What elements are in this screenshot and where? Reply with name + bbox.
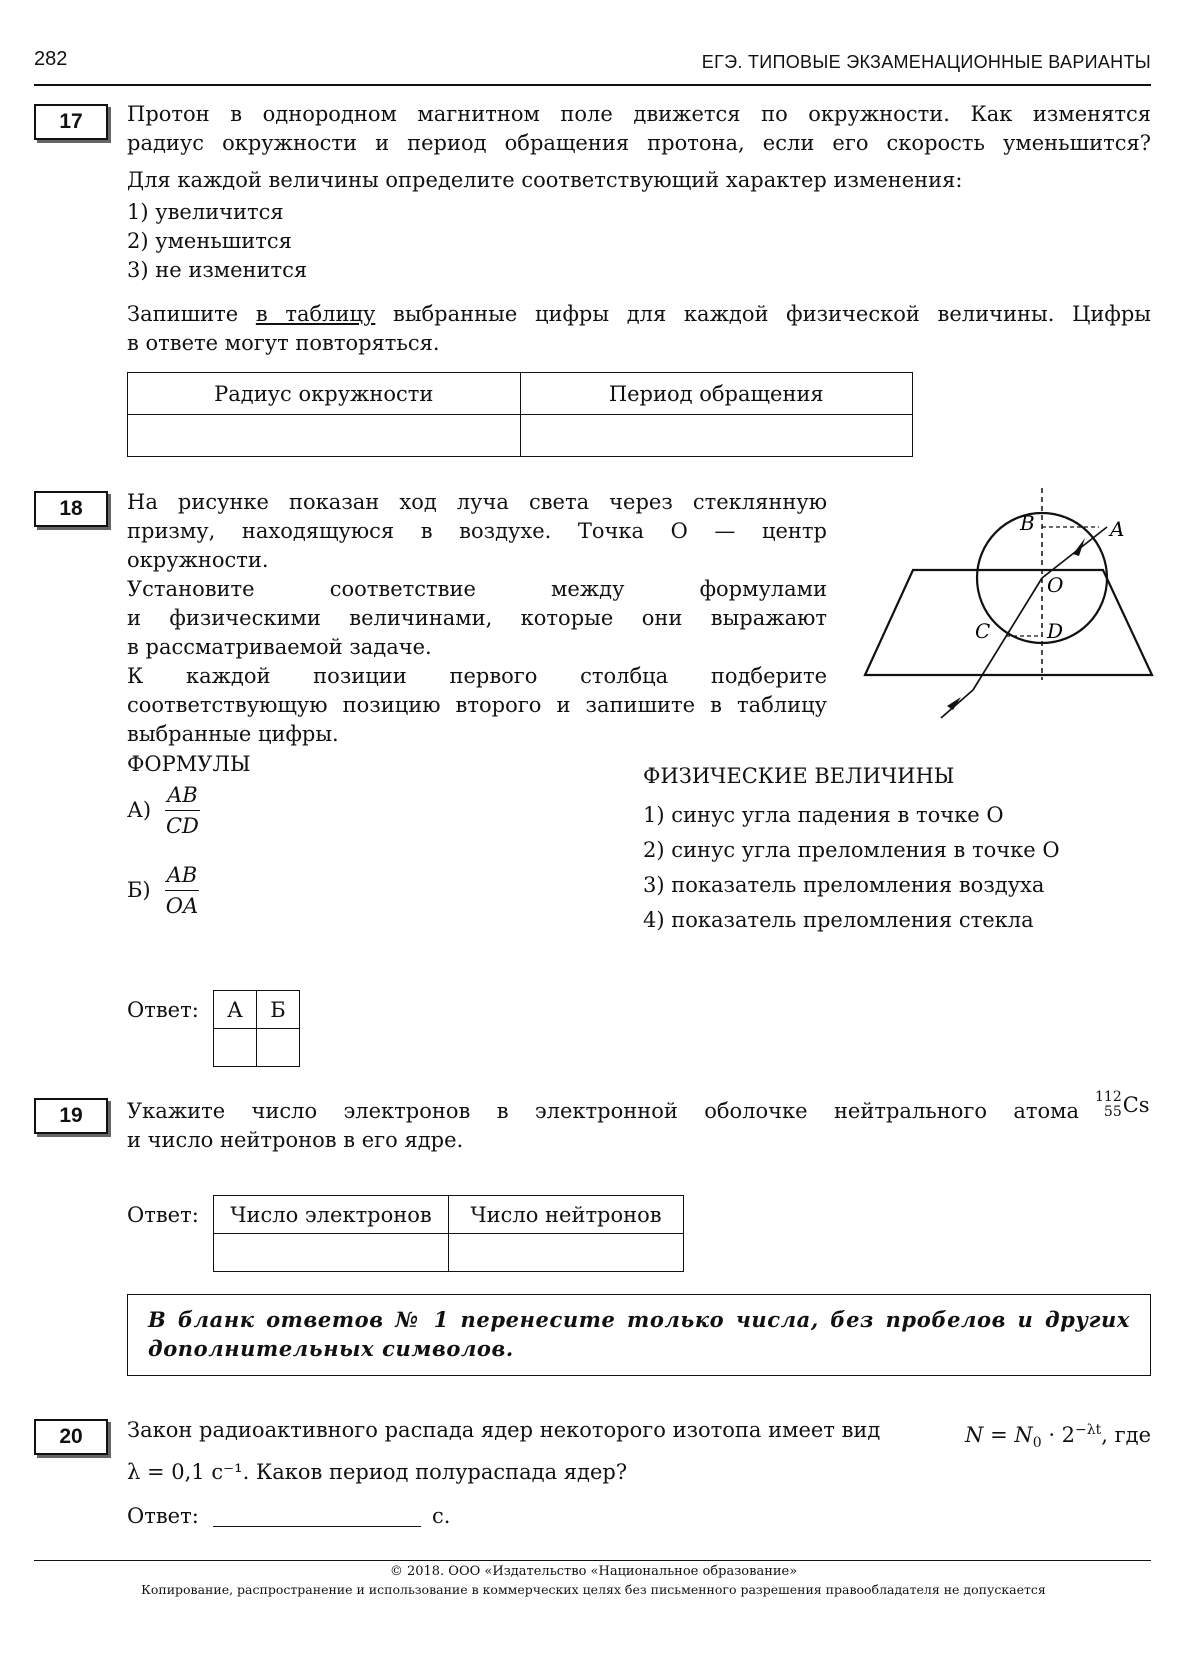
quantity-4: 4) показатель преломления стекла [643,908,1034,932]
q17-write-pre: Запишите [127,302,256,326]
q18-answer-label: Ответ: [127,998,199,1022]
q19-line-1-wrap [127,1097,1079,1126]
formula-a [127,782,200,839]
arrow-exit [947,697,961,710]
q19-answer-cell-electrons[interactable] [214,1234,449,1272]
q20-line-1-pre: Закон радиоактивного распада ядер некоторого изотопа имеет вид [127,1418,881,1442]
isotope-indices [1095,1090,1122,1120]
formula-exponent: −λt [1075,1422,1102,1438]
q17-answer-cell-period[interactable] [520,415,913,457]
isotope-charge-number: 55 [1103,1104,1122,1120]
quantities-heading: ФИЗИЧЕСКИЕ ВЕЛИЧИНЫ [643,764,955,788]
footer-notice: Копирование, распространение и использование в коммерческих целях без письменного разрешения правообладателя не допускается [141,1582,1046,1597]
formula-n0-sub: 0 [1032,1435,1042,1452]
prism-figure [855,480,1165,730]
q18-line-1: На рисунке показан ход луча света через стеклянную [127,490,827,514]
formula-a-denominator: CD [165,814,199,838]
q18-answer-table [213,990,300,1067]
q17-line-1: Протон в однородном магнитном поле движется по окружности. Как изменятся [127,102,1151,126]
label-d: D [1047,619,1064,643]
q18-line-4: Установите соответствие между формулами [127,577,827,601]
formula-n0: N [1014,1423,1033,1447]
formula-a-label: А) [127,798,152,822]
q17-write-post: выбранные цифры для каждой физической величины. Цифры [375,302,1151,326]
q17-write-instruction [127,300,1151,358]
formula-b-fraction [165,862,200,919]
q17-answer-table [127,372,913,457]
formula-a-numerator: AB [165,782,200,811]
page-number: 282 [34,48,68,70]
q20-answer-field[interactable] [213,1526,421,1527]
q17-write-line-1 [127,300,1151,329]
q18-line-6: в рассматриваемой задаче. [127,635,432,659]
formulas-heading: ФОРМУЛЫ [127,752,251,776]
q18-line-3: окружности. [127,548,269,572]
q19-answer-label: Ответ: [127,1203,199,1227]
isotope-mass-number: 112 [1095,1089,1122,1105]
formula-b-denominator: OA [165,894,199,918]
q17-line-2: радиус окружности и период обращения протона, если его скорость уменьшится? [127,131,1151,155]
q18-line-5: и физическими величинами, которые они выражают [127,606,827,630]
q20-line-2: λ = 0,1 с⁻¹. Каков период полураспада ядер? [127,1460,628,1485]
q20-answer-unit: с. [432,1504,451,1528]
isotope-notation [1095,1090,1150,1120]
q17-instruction: Для каждой величины определите соответствующий характер изменения: [127,168,963,192]
formula-eq: = [983,1423,1015,1447]
question-19-number: 19 [34,1098,108,1134]
q17-header-period: Период обращения [520,373,913,415]
note-line-1: В бланк ответов № 1 перенесите только числа, без пробелов и других [148,1307,1130,1332]
question-20-number: 20 [34,1419,108,1455]
q17-option-2: 2) уменьшится [127,229,292,253]
q18-col-a: А [214,991,257,1029]
formula-b-label: Б) [127,878,151,902]
label-c: C [975,619,991,643]
isotope-symbol: Cs [1122,1093,1150,1117]
formula-a-fraction [165,782,200,839]
q18-line-9: выбранные цифры. [127,722,339,746]
header-rule [34,84,1151,86]
q18-line-2: призму, находящуюся в воздухе. Точка O — центр [127,519,827,543]
q20-line-1-post: , где [1101,1423,1151,1447]
q19-line-2: и число нейтронов в его ядре. [127,1128,464,1152]
q18-col-b: Б [257,991,300,1029]
arrow-incident [1073,538,1085,556]
question-17-number: 17 [34,104,108,140]
q17-option-1: 1) увеличится [127,200,284,224]
question-18-number: 18 [34,491,108,527]
q17-write-line-2: в ответе могут повторяться. [127,331,440,355]
quantities-list [643,798,1060,938]
label-a: A [1110,517,1125,541]
q17-options [127,198,307,285]
q17-write-link: в таблицу [255,302,376,326]
formula-b [127,862,199,919]
note-line-2: дополнительных символов. [148,1336,514,1361]
q19-line-1: Укажите число электронов в электронной оболочке нейтрального атома [127,1099,1079,1123]
quantity-3: 3) показатель преломления воздуха [643,873,1045,897]
q20-line-1 [127,1416,1151,1458]
question-18-text [127,488,827,749]
running-title: ЕГЭ. ТИПОВЫЕ ЭКЗАМЕНАЦИОННЫЕ ВАРИАНТЫ [701,52,1151,72]
q18-line-8: соответствующую позицию второго и запишите в таблицу [127,693,827,717]
prism-trapezoid [865,570,1152,675]
q20-answer-label: Ответ: [127,1504,199,1528]
quantity-2: 2) синус угла преломления в точке O [643,838,1060,862]
q17-header-radius: Радиус окружности [128,373,521,415]
formula-n: N [965,1423,984,1447]
q18-answer-cell-a[interactable] [214,1029,257,1067]
label-b: B [1020,511,1035,535]
q19-header-electrons: Число электронов [214,1196,449,1234]
quantity-1: 1) синус угла падения в точке O [643,803,1004,827]
q19-answer-cell-neutrons[interactable] [449,1234,684,1272]
footer-rule [34,1560,1151,1561]
exit-ray [941,690,973,718]
q20-formula [965,1416,1151,1458]
label-o: O [1047,573,1064,597]
formula-base: · 2 [1041,1423,1076,1447]
q19-header-neutrons: Число нейтронов [449,1196,684,1234]
q18-line-7: К каждой позиции первого столбца подберите [127,664,827,688]
q18-answer-cell-b[interactable] [257,1029,300,1067]
transfer-note [127,1294,1151,1376]
footer-copyright: © 2018. ООО «Издательство «Национальное образование» [389,1564,798,1579]
q17-answer-cell-radius[interactable] [128,415,521,457]
formula-b-numerator: AB [165,862,200,891]
q20-text [127,1416,1151,1487]
question-17-text [127,100,1151,158]
q19-answer-table [213,1195,684,1272]
q17-option-3: 3) не изменится [127,258,308,282]
